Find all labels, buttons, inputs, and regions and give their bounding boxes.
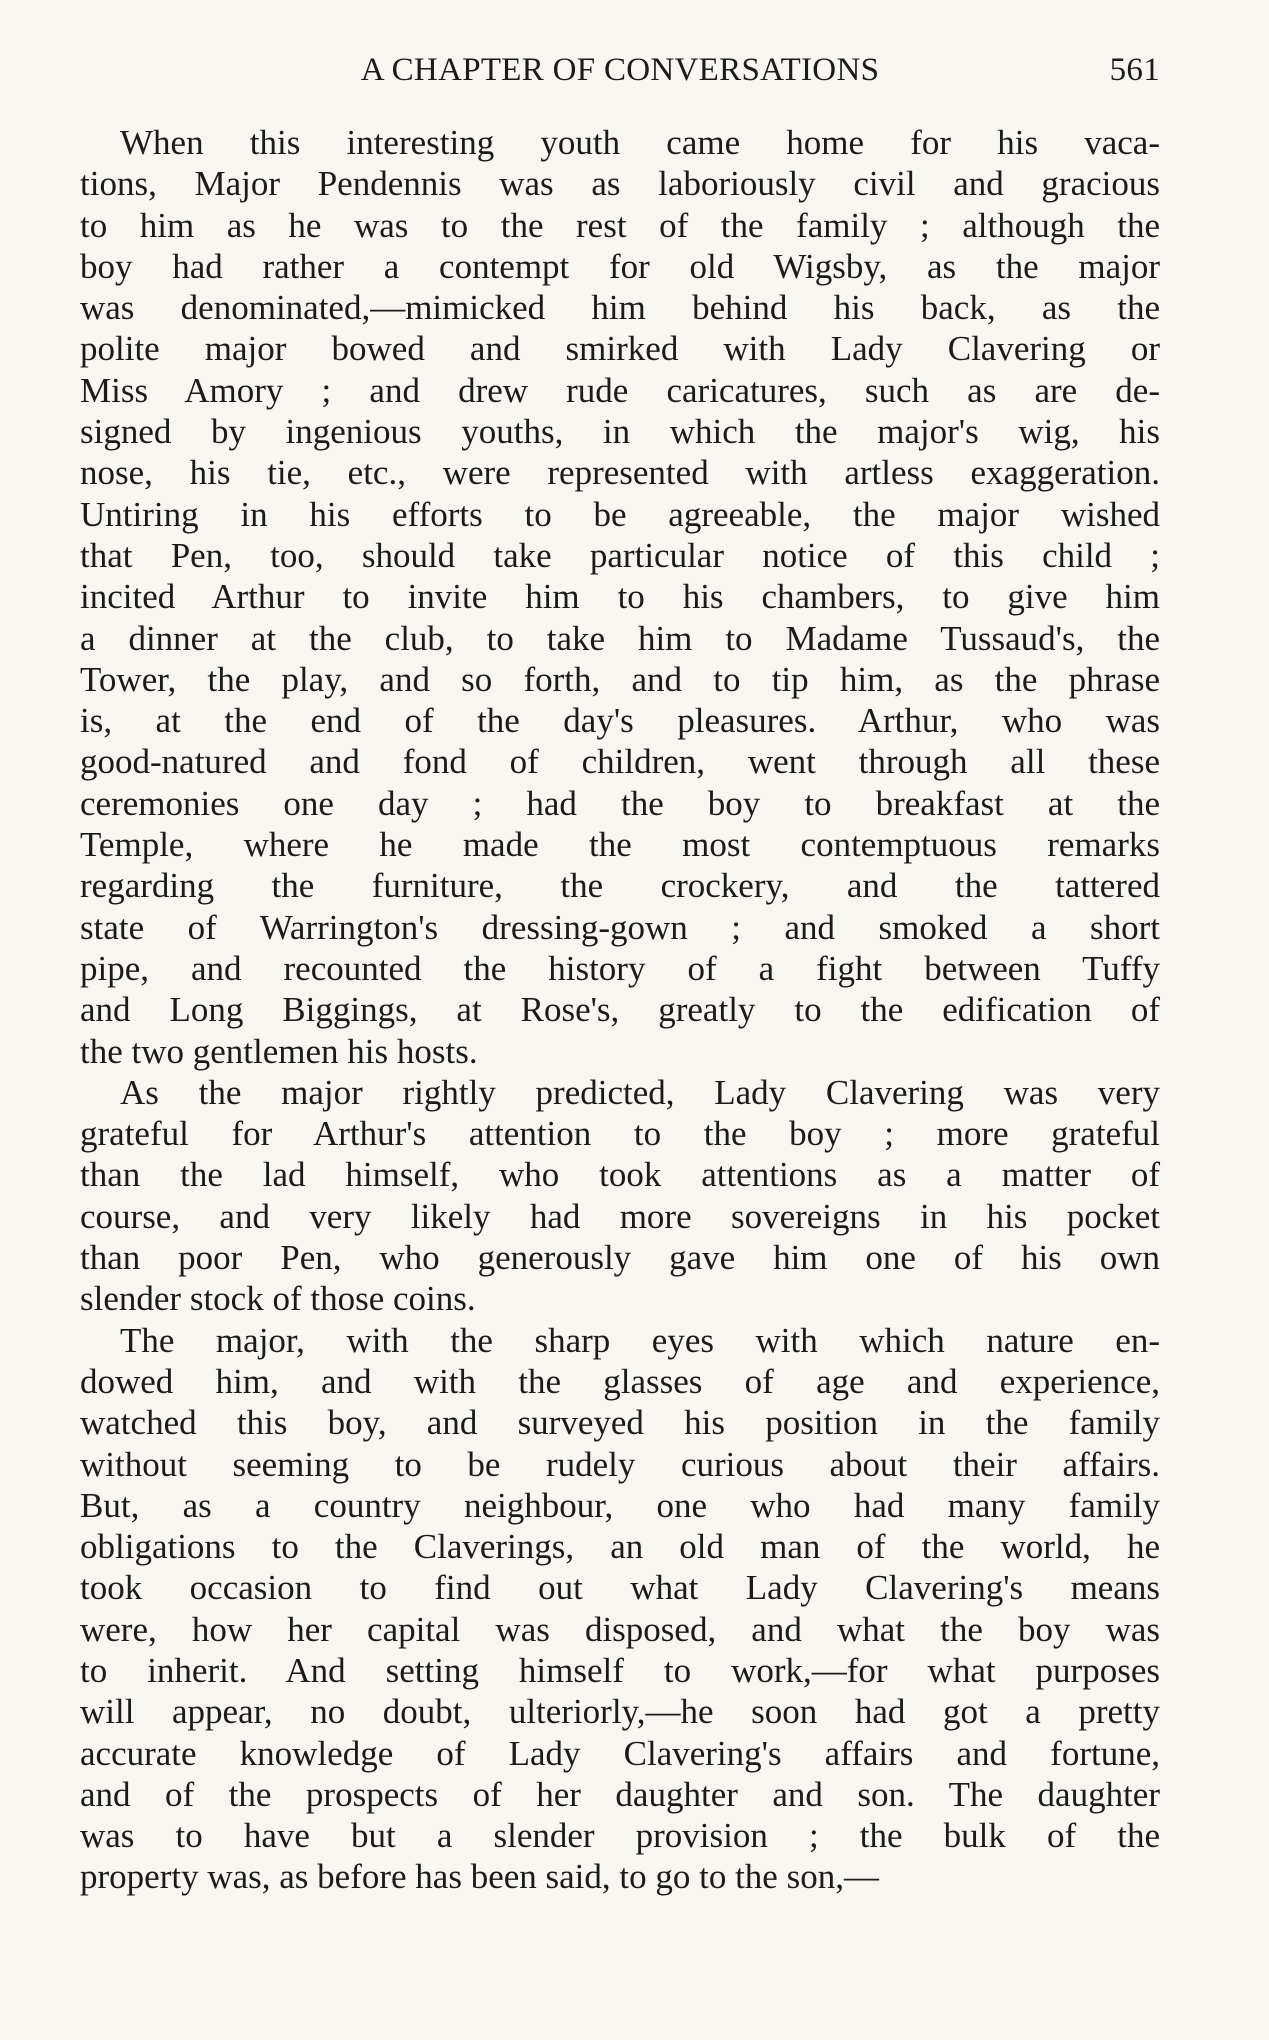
text-line: obligations to the Claverings, an old man of the world, he xyxy=(80,1527,1160,1567)
paragraph xyxy=(80,1072,1160,1320)
text-line: good-natured and fond of children, went through all these xyxy=(80,742,1160,782)
text-line: and Long Biggings, at Rose's, greatly to the edification of xyxy=(80,990,1160,1030)
running-head xyxy=(80,52,1160,98)
text-line: watched this boy, and surveyed his position in the family xyxy=(80,1403,1160,1443)
text-line: than poor Pen, who generously gave him one of his own xyxy=(80,1238,1160,1278)
text-line: nose, his tie, etc., were represented with artless exaggeration. xyxy=(80,453,1160,493)
body-text xyxy=(80,122,1160,1898)
text-line: ceremonies one day ; had the boy to breakfast at the xyxy=(80,783,1160,823)
page-number: 561 xyxy=(1109,52,1160,88)
text-line: to inherit. And setting himself to work,—for what purposes xyxy=(80,1650,1160,1690)
text-line: Temple, where he made the most contemptuous remarks xyxy=(80,825,1160,865)
text-line: slender stock of those coins. xyxy=(80,1279,476,1319)
text-line: to him as he was to the rest of the family ; although the xyxy=(80,205,1160,245)
text-line: is, at the end of the day's pleasures. Arthur, who was xyxy=(80,701,1160,741)
text-line: The major, with the sharp eyes with which nature en- xyxy=(120,1320,1160,1360)
text-line: incited Arthur to invite him to his chambers, to give him xyxy=(80,577,1160,617)
chapter-title: A CHAPTER OF CONVERSATIONS xyxy=(360,52,880,88)
text-line: than the lad himself, who took attentions as a matter of xyxy=(80,1155,1160,1195)
text-line: property was, as before has been said, to go to the son,— xyxy=(80,1857,879,1897)
text-line: dowed him, and with the glasses of age and experience, xyxy=(80,1361,1160,1401)
text-line: grateful for Arthur's attention to the boy ; more grateful xyxy=(80,1114,1160,1154)
text-line: accurate knowledge of Lady Clavering's affairs and fortune, xyxy=(80,1733,1160,1773)
paragraph xyxy=(80,122,1160,1072)
text-line: will appear, no doubt, ulteriorly,—he soon had got a pretty xyxy=(80,1692,1160,1732)
text-line: As the major rightly predicted, Lady Clavering was very xyxy=(120,1072,1160,1112)
text-line: course, and very likely had more sovereigns in his pocket xyxy=(80,1196,1160,1236)
text-line: boy had rather a contempt for old Wigsby, as the major xyxy=(80,246,1160,286)
text-line: state of Warrington's dressing-gown ; and smoked a short xyxy=(80,907,1160,947)
text-line: regarding the furniture, the crockery, and the tattered xyxy=(80,866,1160,906)
text-line: were, how her capital was disposed, and what the boy was xyxy=(80,1609,1160,1649)
paragraph xyxy=(80,1320,1160,1898)
text-line: that Pen, too, should take particular notice of this child ; xyxy=(80,535,1160,575)
text-line: Untiring in his efforts to be agreeable, the major wished xyxy=(80,494,1160,534)
text-line: a dinner at the club, to take him to Madame Tussaud's, the xyxy=(80,618,1160,658)
text-line: without seeming to be rudely curious about their affairs. xyxy=(80,1444,1160,1484)
text-line: But, as a country neighbour, one who had many family xyxy=(80,1485,1160,1525)
text-line: was denominated,—mimicked him behind his back, as the xyxy=(80,288,1160,328)
text-line: polite major bowed and smirked with Lady Clavering or xyxy=(80,329,1160,369)
text-line: signed by ingenious youths, in which the major's wig, his xyxy=(80,412,1160,452)
text-line: Miss Amory ; and drew rude caricatures, such as are de- xyxy=(80,370,1160,410)
text-line: Tower, the play, and so forth, and to tip him, as the phrase xyxy=(80,659,1160,699)
text-line: pipe, and recounted the history of a fight between Tuffy xyxy=(80,948,1160,988)
text-line: was to have but a slender provision ; the bulk of the xyxy=(80,1816,1160,1856)
book-page xyxy=(80,52,1160,1898)
text-line: tions, Major Pendennis was as laboriously civil and gracious xyxy=(80,164,1160,204)
text-line: When this interesting youth came home for his vaca- xyxy=(120,123,1160,162)
text-line: and of the prospects of her daughter and son. The daughter xyxy=(80,1774,1160,1814)
text-line: the two gentlemen his hosts. xyxy=(80,1031,478,1071)
text-line: took occasion to find out what Lady Clavering's means xyxy=(80,1568,1160,1608)
